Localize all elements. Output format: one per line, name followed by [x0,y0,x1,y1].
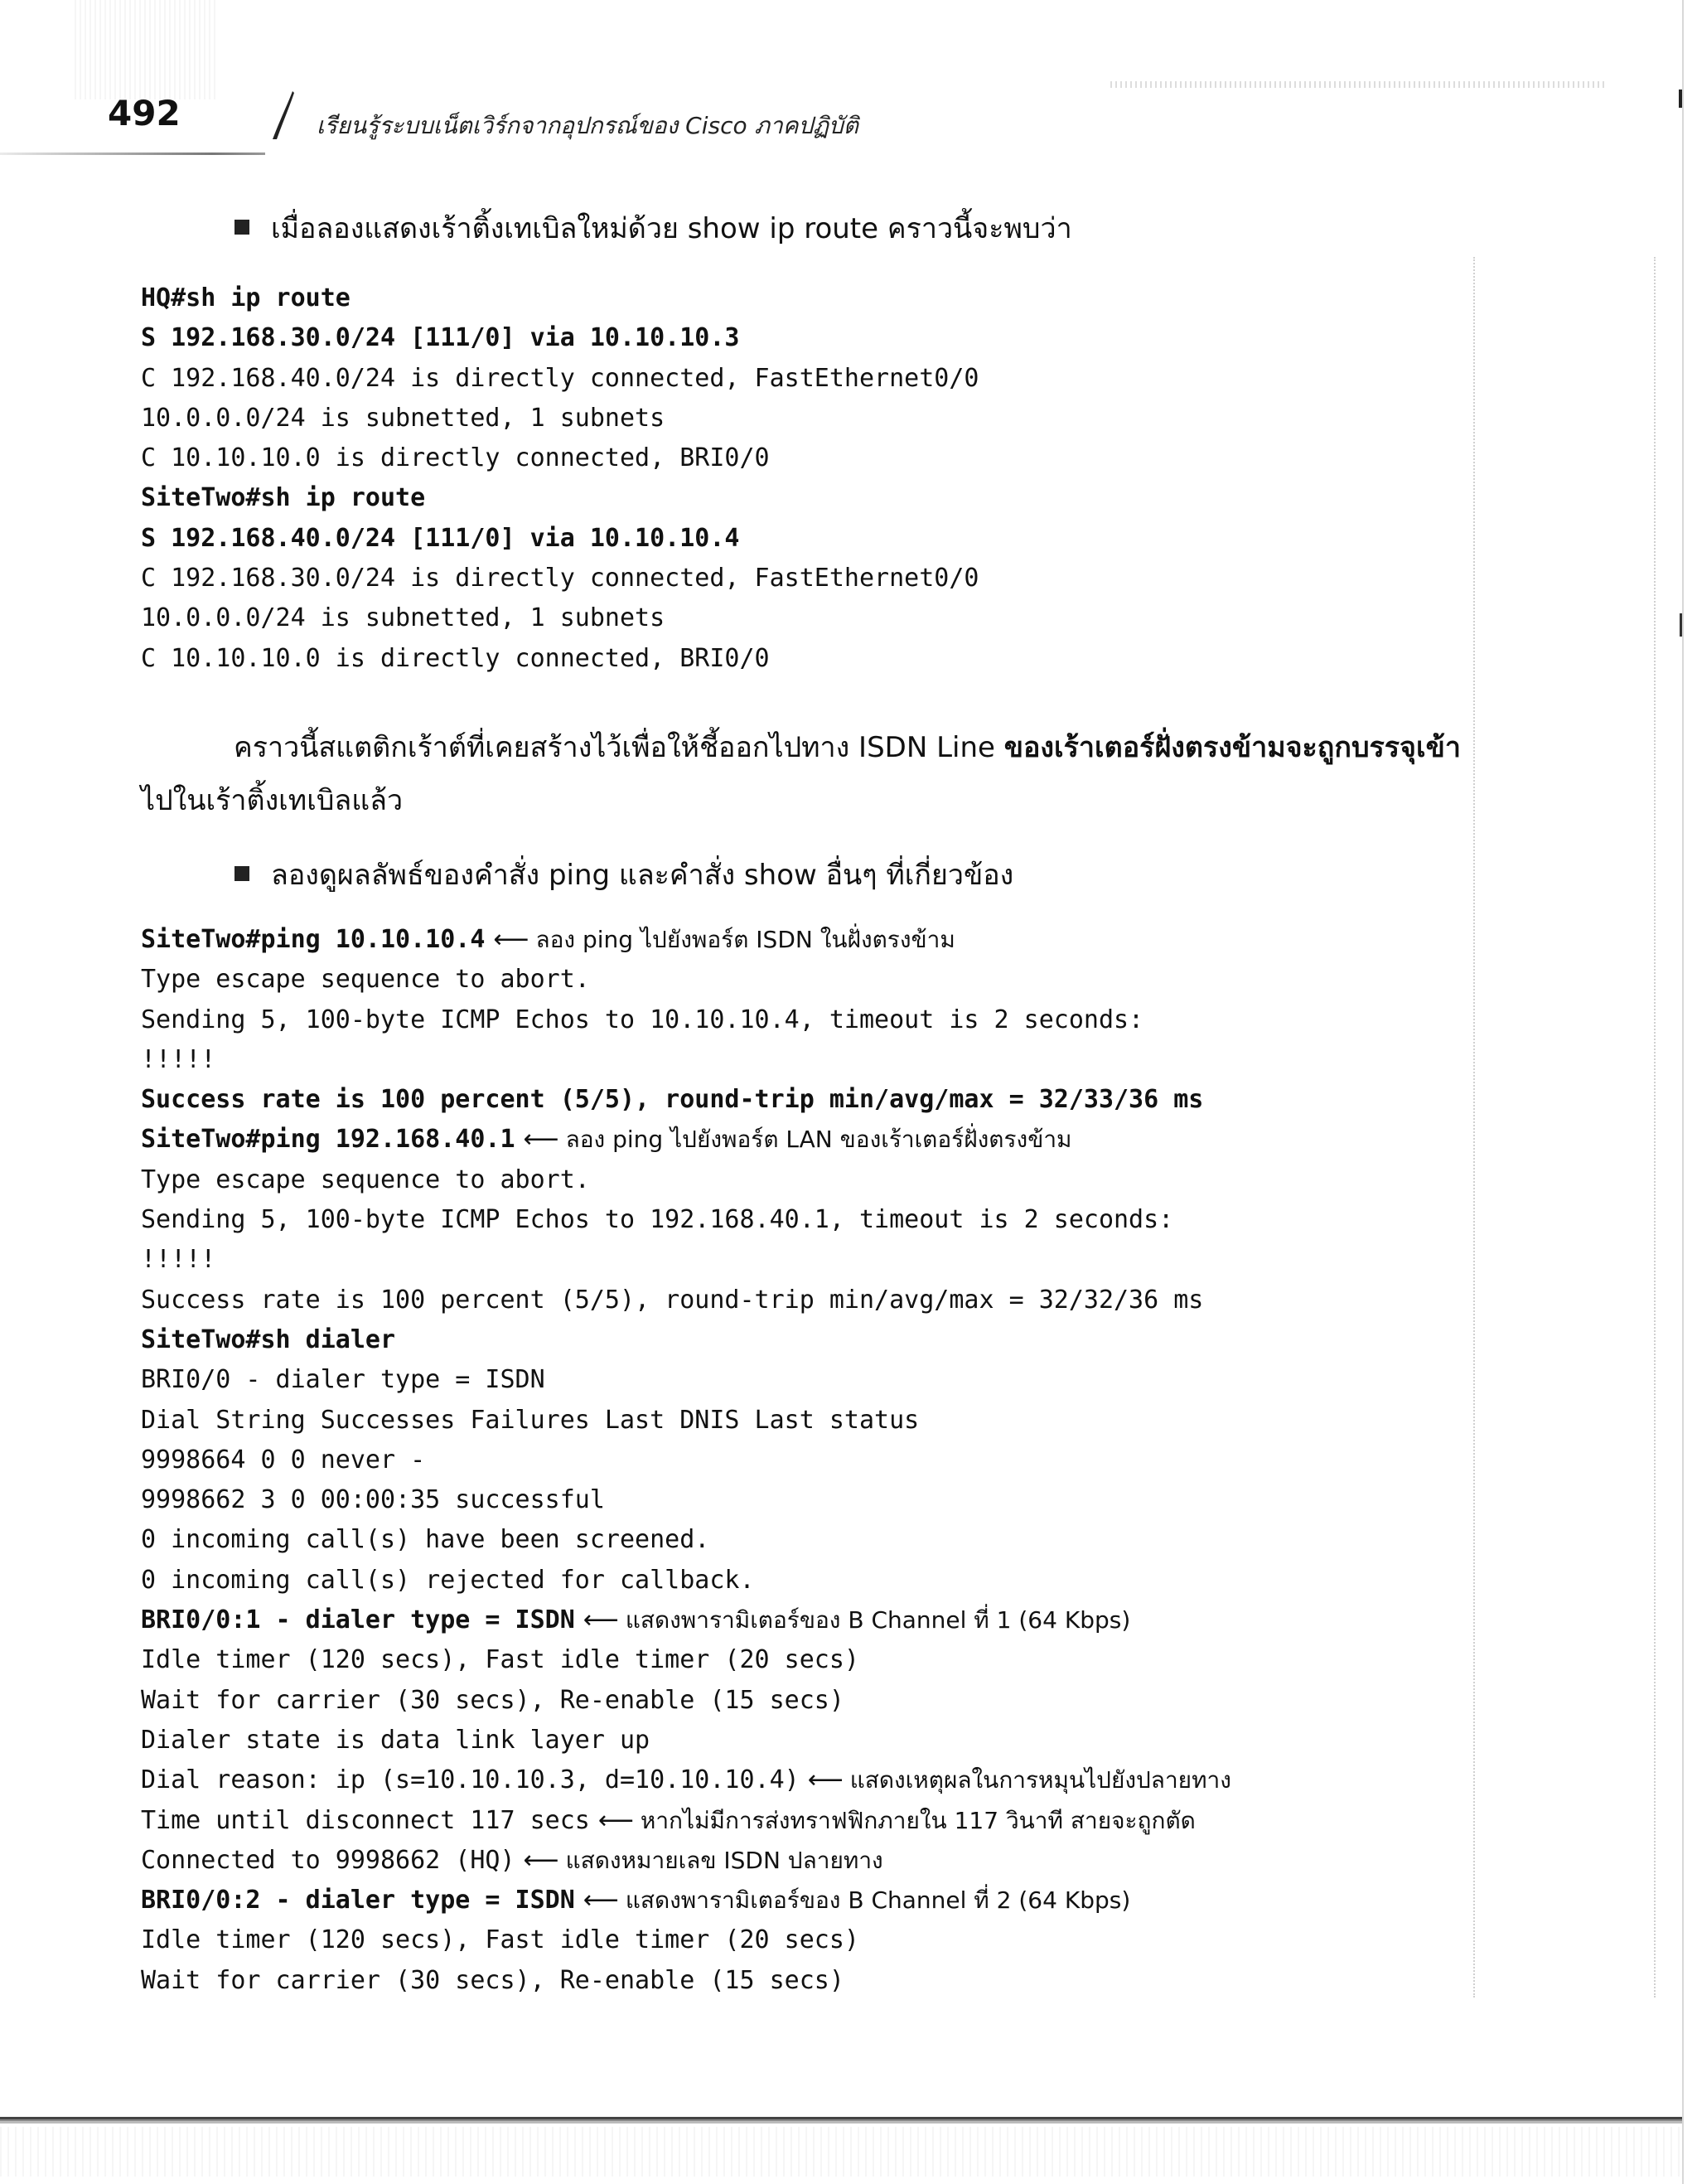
code-text: Type escape sequence to abort. [141,965,590,995]
code-text: 9998664 0 0 never - [141,1445,426,1475]
code-text: Sending 5, 100-byte ICMP Echos to 10.10.10.4, timeout is 2 seconds: [141,1005,1144,1034]
code-line [141,1640,1231,1680]
code-text: !!!!! [141,1245,216,1275]
annotation-note: แสดงพารามิเตอร์ของ B Channel ที่ 1 (64 Kbps) [625,1606,1131,1634]
code-line [141,1520,1231,1560]
code-line [141,1040,1231,1080]
code-text: Connected to 9998662 (HQ) [141,1845,515,1875]
code-line [141,438,979,478]
code-line [141,1801,1231,1841]
code-line [141,278,979,318]
code-line [141,399,979,438]
code-block-routes [141,278,979,679]
code-text: BRI0/0:1 - dialer type = ISDN [141,1605,575,1635]
code-text: Dial reason: ip (s=10.10.10.3, d=10.10.10.4) [141,1765,800,1795]
scan-texture-bottom [0,2127,1682,2177]
arrow-left-icon: ⟵ [583,1886,619,1915]
code-line [141,1240,1231,1280]
code-line [141,639,979,679]
code-block-ping-dialer [141,920,1231,2001]
code-text: SiteTwo#ping 10.10.10.4 [141,925,486,954]
code-line [141,1320,1231,1360]
code-line [141,1600,1231,1640]
code-line [141,1441,1231,1480]
body-paragraph [141,721,1483,827]
footer-rule [0,2117,1682,2123]
code-text: BRI0/0:2 - dialer type = ISDN [141,1886,575,1915]
bullet-item [234,852,1013,897]
code-line [141,1360,1231,1400]
arrow-left-icon: ⟵ [523,1125,559,1155]
bullet-text: เมื่อลองแสดงเร้าติ้งเทเบิลใหม่ด้วย show ip route คราวนี้จะพบว่า [271,212,1072,245]
code-text: C 192.168.30.0/24 is directly connected, FastEthernet0/0 [141,564,979,593]
code-line [141,1760,1231,1800]
code-text: 10.0.0.0/24 is subnetted, 1 subnets [141,403,665,433]
scan-mark [1679,90,1682,108]
header-rule [0,153,265,155]
code-text: !!!!! [141,1044,216,1074]
annotation-note: ลอง ping ไปยังพอร์ต ISDN ในฝั่งตรงข้าม [535,926,955,953]
code-text: Success rate is 100 percent (5/5), round-trip min/avg/max = 32/32/36 ms [141,1285,1204,1315]
code-line [141,1401,1231,1441]
code-text: Idle timer (120 secs), Fast idle timer (20 secs) [141,1925,859,1955]
code-text: 0 incoming call(s) have been screened. [141,1525,710,1555]
arrow-left-icon: ⟵ [523,1845,559,1875]
arrow-left-icon: ⟵ [493,925,529,954]
code-text: SiteTwo#sh dialer [141,1324,396,1354]
bullet-item [234,206,1072,250]
quill-icon [269,90,296,141]
code-line [141,1961,1231,2001]
code-line [141,960,1231,1000]
annotation-note: แสดงเหตุผลในการหมุนไปยังปลายทาง [849,1766,1231,1794]
code-line [141,1000,1231,1040]
code-text: Wait for carrier (30 secs), Re-enable (15 secs) [141,1685,844,1715]
code-text: Wait for carrier (30 secs), Re-enable (15 secs) [141,1965,844,1995]
annotation-note: แสดงหมายเลข ISDN ปลายทาง [565,1846,883,1874]
code-text: C 10.10.10.0 is directly connected, BRI0/0 [141,643,770,673]
code-text: Sending 5, 100-byte ICMP Echos to 192.168.40.1, timeout is 2 seconds: [141,1205,1174,1235]
bullet-square-icon [234,866,249,881]
code-text: Type escape sequence to abort. [141,1165,590,1194]
annotation-note: หากไม่มีการส่งทราฟฟิกภายใน 117 วินาที สายจะถูกตัด [640,1806,1196,1834]
code-line [141,1200,1231,1240]
code-line [141,1721,1231,1760]
code-text: HQ#sh ip route [141,283,351,312]
code-line [141,519,979,559]
code-text: Dialer state is data link layer up [141,1725,650,1755]
code-line [141,598,979,638]
code-text: C 10.10.10.0 is directly connected, BRI0/0 [141,443,770,473]
code-line [141,920,1231,960]
code-text: Success rate is 100 percent (5/5), round-trip min/avg/max = 32/33/36 ms [141,1085,1204,1115]
code-text: 9998662 3 0 00:00:35 successful [141,1485,605,1515]
code-text: 10.0.0.0/24 is subnetted, 1 subnets [141,603,665,633]
code-text: S 192.168.40.0/24 [111/0] via 10.10.10.4 [141,523,740,553]
code-line [141,1681,1231,1721]
arrow-left-icon: ⟵ [583,1605,619,1635]
code-line [141,318,979,358]
paragraph-text: คราวนี้สแตติกเร้าต์ที่เคยสร้างไว้เพื่อให้ชี้ออกไปทาง ISDN Line [234,731,1004,764]
code-line [141,1841,1231,1881]
bullet-square-icon [234,220,249,235]
paragraph-bold-text: ของเร้าเตอร์ฝั่งตรงข้ามจะถูกบรรจุเข้า [1003,731,1461,764]
code-text: SiteTwo#sh ip route [141,483,426,513]
code-text: SiteTwo#ping 192.168.40.1 [141,1125,515,1155]
code-line [141,1881,1231,1920]
code-line [141,1080,1231,1120]
code-line [141,559,979,598]
scan-dotted-line [1654,257,1656,1998]
annotation-note: ลอง ping ไปยังพอร์ต LAN ของเร้าเตอร์ฝั่งตรงข้าม [565,1126,1072,1154]
scan-texture [75,0,215,99]
code-line [141,1120,1231,1160]
code-text: Dial String Successes Failures Last DNIS Last status [141,1405,920,1435]
arrow-left-icon: ⟵ [807,1765,844,1795]
arrow-left-icon: ⟵ [597,1805,634,1835]
annotation-note: แสดงพารามิเตอร์ของ B Channel ที่ 2 (64 Kbps) [625,1886,1131,1915]
code-text: 0 incoming call(s) rejected for callback. [141,1565,755,1595]
code-line [141,1160,1231,1200]
scan-mark [1680,613,1682,637]
code-text: C 192.168.40.0/24 is directly connected, FastEthernet0/0 [141,363,979,393]
paragraph-text: ไปในเร้าติ้งเทเบิลแล้ว [141,784,404,817]
code-text: BRI0/0 - dialer type = ISDN [141,1365,545,1395]
page-edge [1682,0,1684,2184]
bullet-text: ลองดูผลลัพธ์ของคำสั่ง ping และคำสั่ง show อื่นๆ ที่เกี่ยวข้อง [271,859,1014,892]
running-header-title: เรียนรู้ระบบเน็ตเวิร์กจากอุปกรณ์ของ Cisco ภาคปฏิบัติ [317,112,858,139]
scan-dotted-line [1473,257,1475,1998]
code-line [141,1561,1231,1600]
page-number: 492 [108,93,181,133]
code-line [141,359,979,399]
code-line [141,1281,1231,1320]
code-text: Idle timer (120 secs), Fast idle timer (20 secs) [141,1645,859,1675]
code-line [141,1480,1231,1520]
code-line [141,1920,1231,1960]
code-text: Time until disconnect 117 secs [141,1805,590,1835]
code-text: S 192.168.30.0/24 [111/0] via 10.10.10.3 [141,323,740,353]
scan-texture-top [1110,81,1608,88]
code-line [141,478,979,518]
